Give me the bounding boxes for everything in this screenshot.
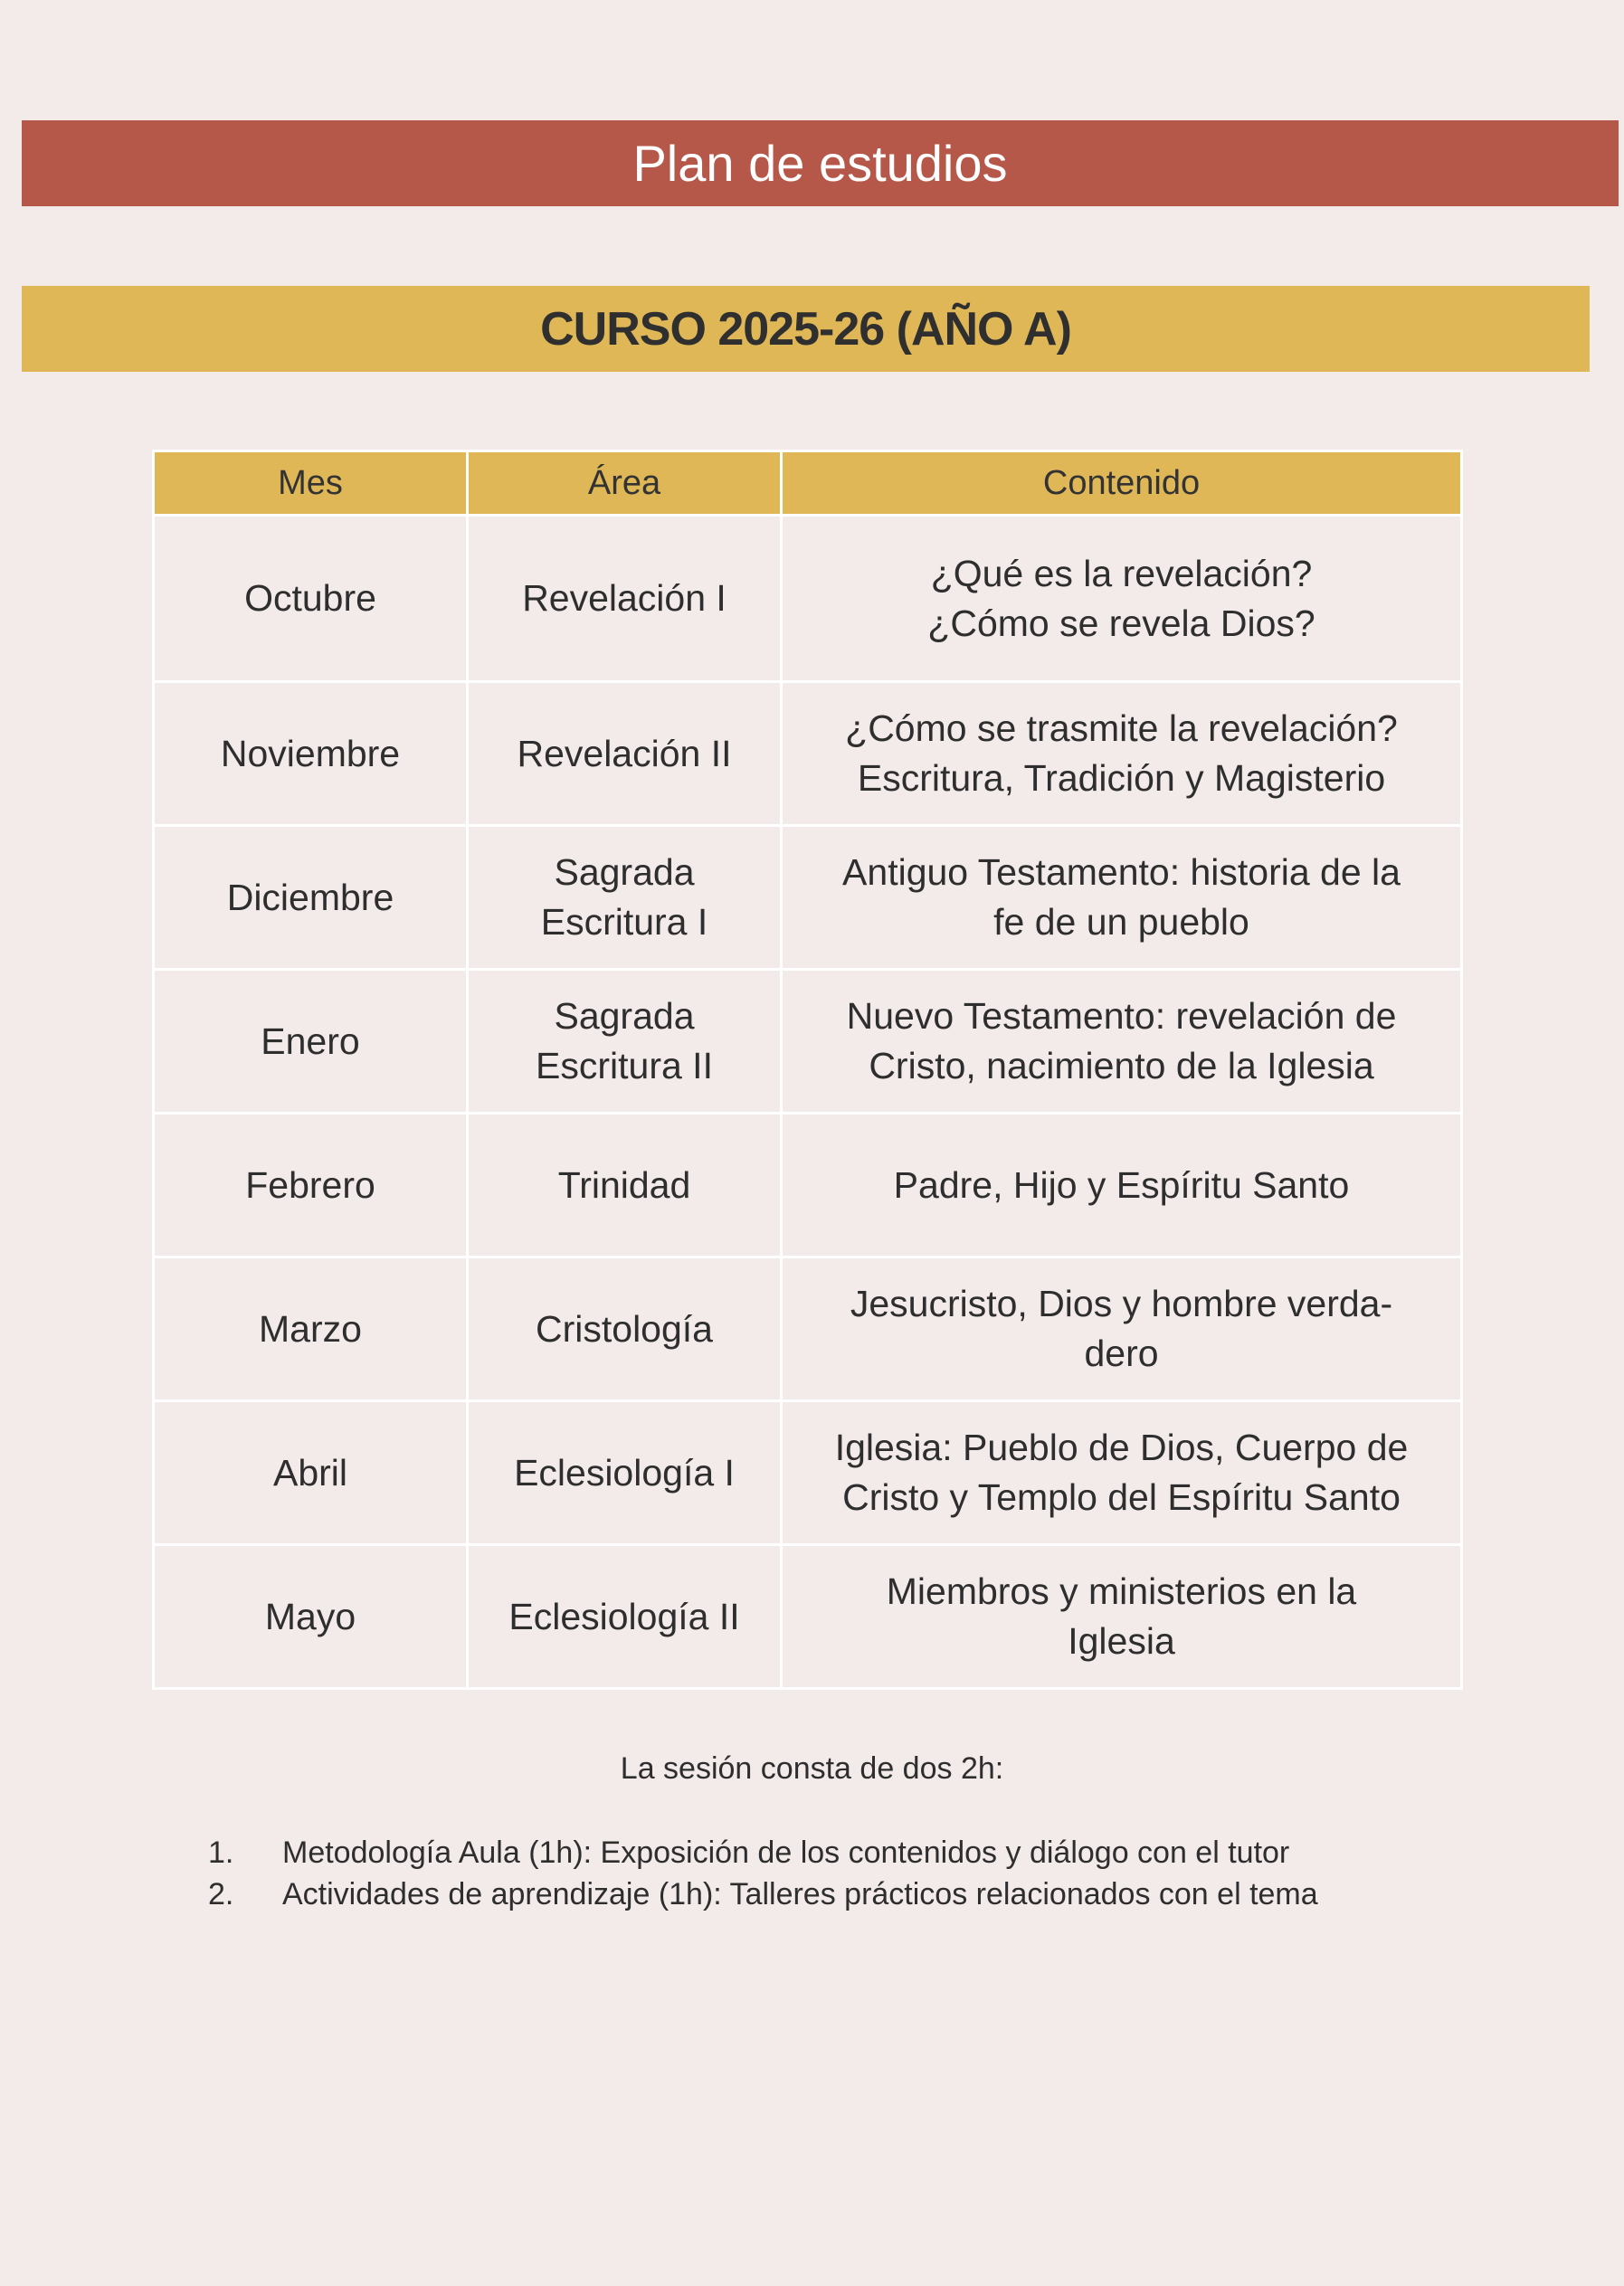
cell-area: Revelación II [468, 682, 782, 826]
cell-contenido: Jesucristo, Dios y hombre verda- dero [782, 1257, 1462, 1401]
table-row [154, 1114, 1462, 1257]
column-header-area: Área [468, 451, 782, 516]
table-row [154, 682, 1462, 826]
cell-contenido: ¿Qué es la revelación? ¿Cómo se revela Dios? [782, 516, 1462, 682]
cell-area: Cristología [468, 1257, 782, 1401]
cell-area: Sagrada Escritura II [468, 970, 782, 1114]
cell-mes: Abril [154, 1401, 468, 1545]
table-row [154, 516, 1462, 682]
cell-mes: Marzo [154, 1257, 468, 1401]
table-row [154, 826, 1462, 970]
cell-mes: Diciembre [154, 826, 468, 970]
list-item [208, 1832, 1318, 1873]
cell-area: Trinidad [468, 1114, 782, 1257]
table-header-row [154, 451, 1462, 516]
list-number: 1. [208, 1835, 234, 1870]
cell-mes: Enero [154, 970, 468, 1114]
cell-contenido: Miembros y ministerios en la Iglesia [782, 1545, 1462, 1689]
cell-mes: Mayo [154, 1545, 468, 1689]
cell-mes: Noviembre [154, 682, 468, 826]
list-text: Actividades de aprendizaje (1h): Talleres prácticos relacionados con el tema [282, 1877, 1318, 1911]
cell-contenido: Nuevo Testamento: revelación de Cristo, nacimiento de la Iglesia [782, 970, 1462, 1114]
session-list [208, 1832, 1318, 1915]
column-header-contenido: Contenido [782, 451, 1462, 516]
page-title: Plan de estudios [632, 135, 1008, 192]
table-row [154, 970, 1462, 1114]
cell-area: Eclesiología I [468, 1401, 782, 1545]
course-banner [22, 286, 1590, 372]
cell-contenido: Antiguo Testamento: historia de la fe de un pueblo [782, 826, 1462, 970]
cell-area: Eclesiología II [468, 1545, 782, 1689]
cell-contenido: ¿Cómo se trasmite la revelación? Escritura, Tradición y Magisterio [782, 682, 1462, 826]
list-number: 2. [208, 1877, 234, 1911]
cell-contenido: Padre, Hijo y Espíritu Santo [782, 1114, 1462, 1257]
course-title: CURSO 2025-26 (AÑO A) [540, 302, 1071, 356]
title-banner [22, 120, 1619, 206]
cell-area: Revelación I [468, 516, 782, 682]
table-row [154, 1545, 1462, 1689]
cell-mes: Febrero [154, 1114, 468, 1257]
column-header-mes: Mes [154, 451, 468, 516]
table-row [154, 1257, 1462, 1401]
cell-mes: Octubre [154, 516, 468, 682]
curriculum-table [152, 450, 1463, 1690]
list-text: Metodología Aula (1h): Exposición de los contenidos y diálogo con el tutor [282, 1835, 1290, 1870]
table-row [154, 1401, 1462, 1545]
session-note: La sesión consta de dos 2h: [620, 1751, 1004, 1786]
list-item [208, 1873, 1318, 1915]
cell-area: Sagrada Escritura I [468, 826, 782, 970]
cell-contenido: Iglesia: Pueblo de Dios, Cuerpo de Cristo y Templo del Espíritu Santo [782, 1401, 1462, 1545]
